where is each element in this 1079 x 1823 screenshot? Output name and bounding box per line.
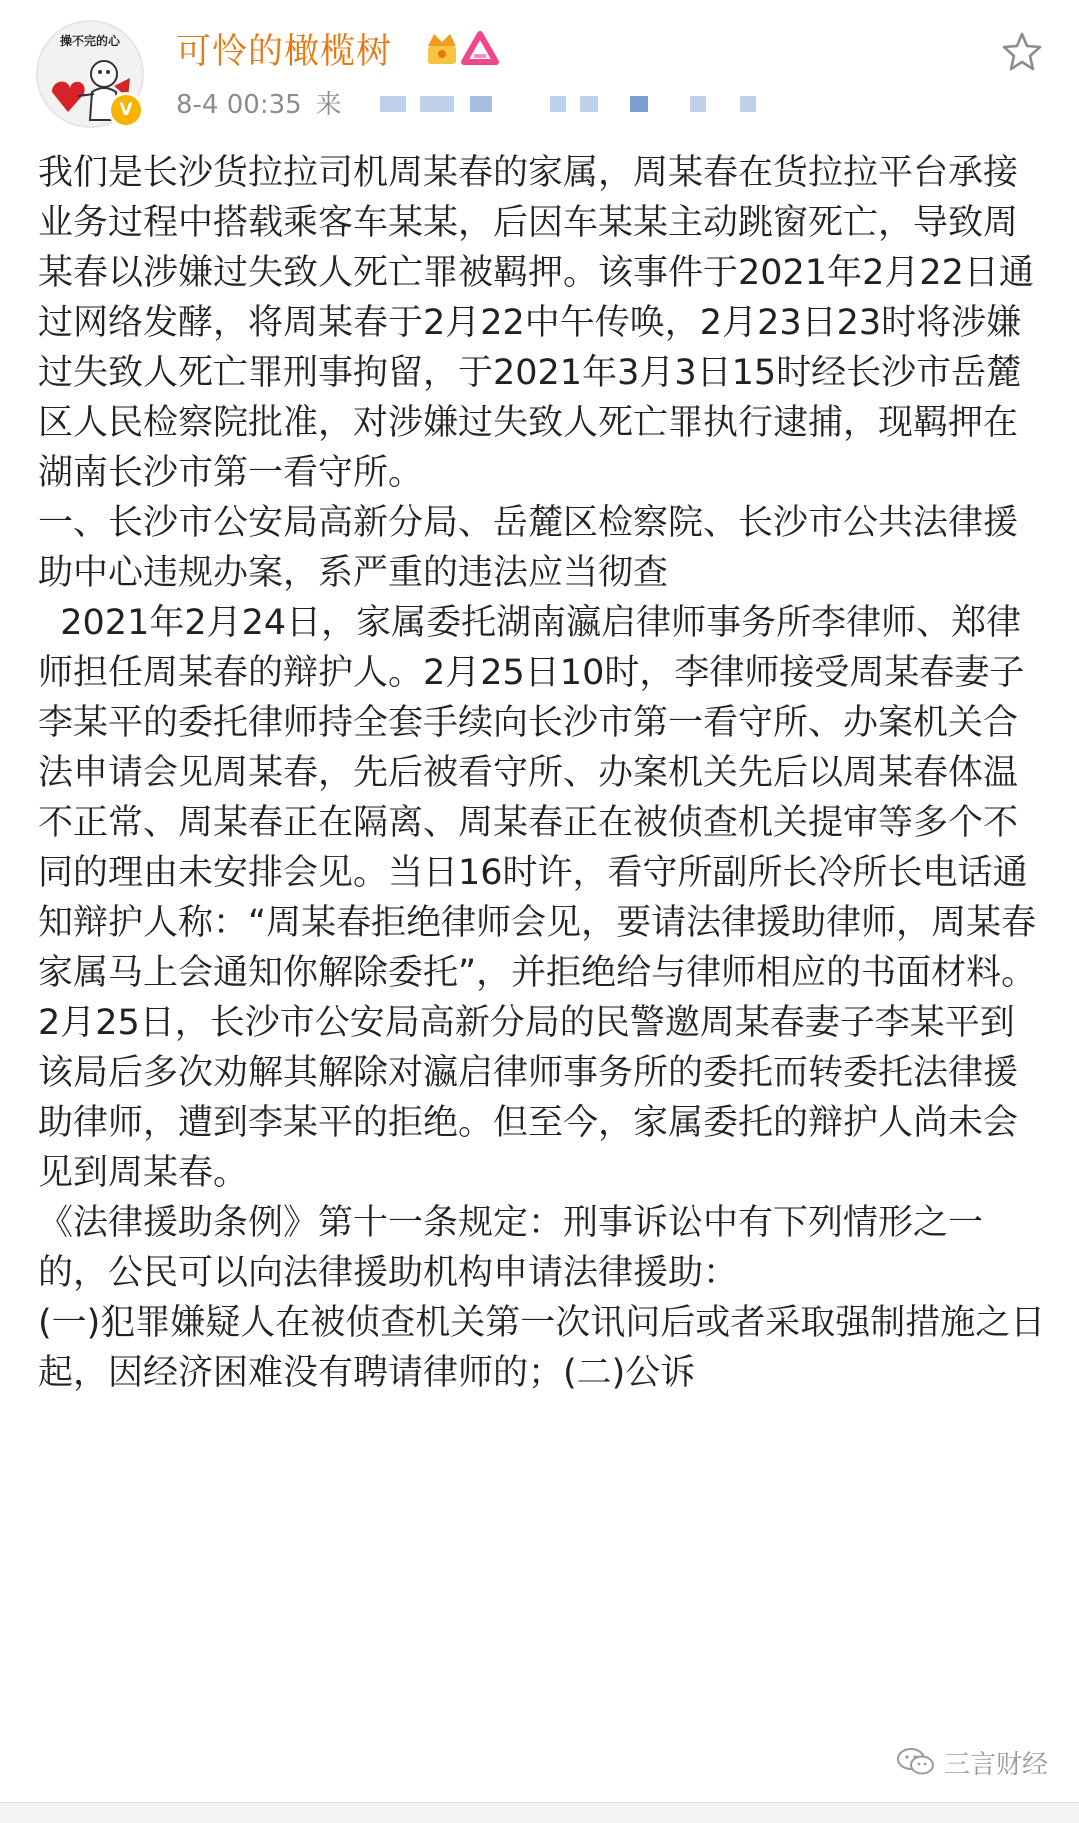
post-paragraph: (一)犯罪嫌疑人在被侦查机关第一次讯问后或者采取强制措施之日起，因经济困难没有聘请律师的；(二)公诉 (38, 1303, 1046, 1393)
verified-badge-icon: V (108, 92, 144, 128)
post-body (38, 148, 1048, 1398)
post-paragraph: 我们是长沙货拉拉司机周某春的家属，周某春在货拉拉平台承接业务过程中搭载乘客车某某，后因车某某主动跳窗死亡，导致周某春以涉嫌过失致人死亡罪被羁押。该事件于2021年2月22日通过网络发酵，将周某春于2月22中午传唤，2月23日23时将涉嫌过失致人死亡罪刑事拘留，于2021年3月3日15时经长沙市岳麓区人民检察院批准，对涉嫌过失致人死亡罪执行逮捕，现羁押在湖南长沙市第一看守所。 (38, 153, 1034, 493)
avatar-caption: 操不完的心 (59, 34, 120, 48)
post-meta (176, 84, 356, 121)
crown-icon (420, 26, 464, 70)
post-paragraph: 2021年2月24日，家属委托湖南瀛启律师事务所李律师、郑律师担任周某春的辩护人。2月25日10时，李律师接受周某春妻子李某平的委托律师持全套手续向长沙市第一看守所、办案机关合法申请会见周某春，先后被看守所、办案机关先后以周某春体温不正常、周某春正在隔离、周某春正在被侦查机关提审等多个不同的理由未安排会见。当日16时许，看守所副所长冷所长电话通知辩护人称：“周某春拒绝律师会见，要请法律援助律师，周某春家属马上会通知你解除委托”，并拒绝给与律师相应的书面材料。 (38, 603, 1037, 993)
wechat-icon (896, 1746, 936, 1778)
username[interactable]: 可怜的橄榄树 (176, 32, 393, 72)
post-source-redacted (380, 90, 770, 116)
post-time: 8-4 00:35 (176, 90, 302, 120)
post-source-prefix: 来 (315, 90, 342, 120)
watermark (896, 1742, 1048, 1782)
bottom-toolbar-edge (0, 1802, 1079, 1823)
post-paragraph: 《法律援助条例》第十一条规定：刑事诉讼中有下列情形之一的，公民可以向法律援助机构申请法律援助： (38, 1203, 984, 1293)
post-paragraph: 2月25日，长沙市公安局高新分局的民警邀周某春妻子李某平到该局后多次劝解其解除对瀛启律师事务所的委托而转委托法律援助律师，遭到李某平的拒绝。但至今，家属委托的辩护人尚未会见到周某春。 (38, 1003, 1019, 1193)
post-header (0, 0, 1079, 140)
star-icon[interactable] (1000, 30, 1044, 74)
watermark-text: 三言财经 (944, 1749, 1049, 1780)
post-paragraph: 一、长沙市公安局高新分局、岳麓区检察院、长沙市公共法律援助中心违规办案，系严重的违法应当彻查 (38, 503, 1019, 593)
vip-icon (460, 28, 500, 68)
